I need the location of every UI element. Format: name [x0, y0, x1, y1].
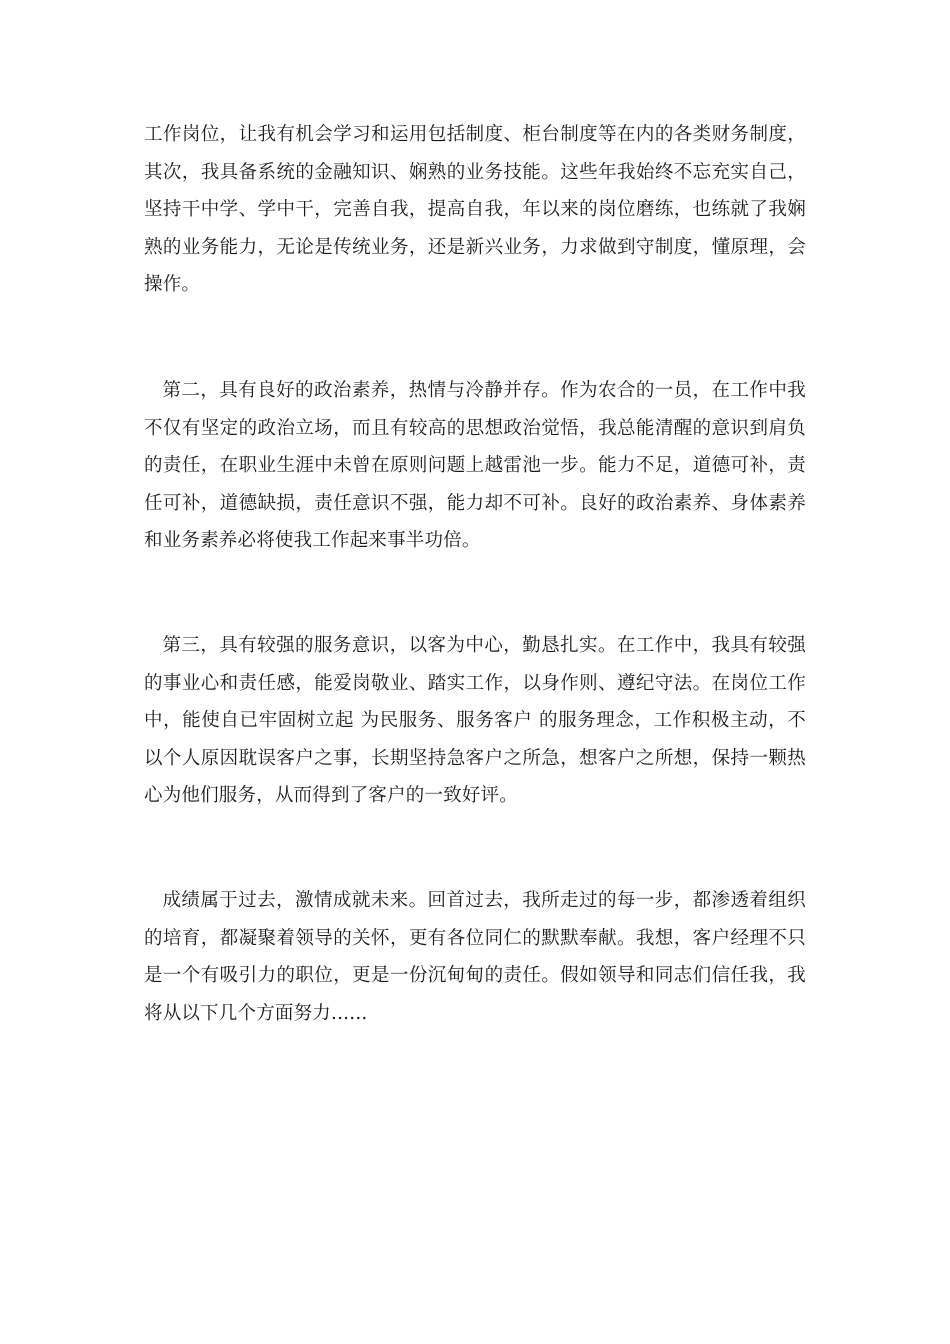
paragraph-4: 成绩属于过去，激情成就未来。回首过去，我所走过的每一步，都渗透着组织的培育，都凝聚着领导的关怀，更有各位同仁的默默奉献。我想，客户经理不只是一个有吸引力的职位，更是一份沉甸甸的责任。假如领导和同志们信任我，我将从以下几个方面努力...... — [144, 890, 806, 1024]
paragraph-3: 第三，具有较强的服务意识，以客为中心，勤恳扎实。在工作中，我具有较强的事业心和责任感，能爱岗敬业、踏实工作，以身作则、遵纪守法。在岗位工作中，能使自已牢固树立起 为民服务、服务客户 的服务理念，工作积极主动，不以个人原因耽误客户之事，长期坚持急客户之所急，想客户之所想，保持一颗热心为他们服务，从而得到了客户的一致好评。 — [144, 635, 806, 807]
paragraph-1: 工作岗位，让我有机会学习和运用包括制度、柜台制度等在内的各类财务制度，其次，我具备系统的金融知识、娴熟的业务技能。这些年我始终不忘充实自己，坚持干中学、学中干，完善自我，提高自我，年以来的岗位磨练，也练就了我娴熟的业务能力，无论是传统业务，还是新兴业务，力求做到守制度，懂原理，会操作。 — [144, 124, 806, 296]
paragraph-2: 第二，具有良好的政治素养，热情与冷静并存。作为农合的一员，在工作中我不仅有坚定的政治立场，而且有较高的思想政治觉悟，我总能清醒的意识到肩负的责任，在职业生涯中未曾在原则问题上越雷池一步。能力不足，道德可补，责任可补，道德缺损，责任意识不强，能力却不可补。良好的政治素养、身体素养和业务素养必将使我工作起来事半功倍。 — [144, 380, 806, 552]
